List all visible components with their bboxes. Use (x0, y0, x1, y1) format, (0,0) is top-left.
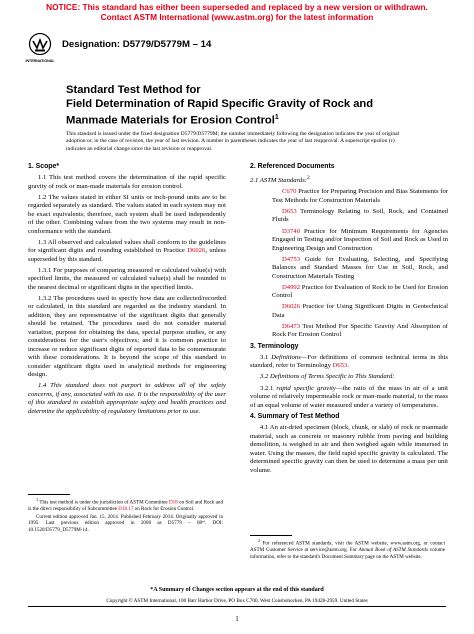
astm-logo (25, 32, 55, 74)
standard-note (66, 131, 416, 153)
designation: Designation: D5779/D5779M – 14 (62, 39, 212, 50)
terminology-3-1: 3.1 Definitions—For definitions of common technical terms in this standard, refer to Terminology D653. (250, 353, 448, 370)
reference-item (250, 188, 448, 205)
terminology-3-2: 3.2 Definitions of Terms Specific to This Standard: (260, 373, 395, 381)
address-rule (28, 606, 446, 607)
terminology-heading: 3. Terminology (250, 342, 299, 350)
title-line-2: Field Determination of Rapid Specific Gravity of Rock and (66, 97, 374, 110)
right-column (250, 163, 448, 478)
title-line-1: Standard Test Method for (66, 84, 201, 96)
reference-item (250, 228, 448, 254)
reference-list (250, 188, 448, 340)
reference-item (250, 303, 448, 320)
reference-item (250, 284, 448, 301)
referenced-documents-heading: 2. Referenced Documents (250, 163, 335, 170)
reference-code-link[interactable]: D4753 (282, 255, 301, 263)
summary-of-changes-note: *A Summary of Changes section appears at the end of this standard (150, 587, 324, 593)
footnote-rule-right (250, 535, 292, 536)
reference-code-link[interactable]: D6026 (282, 303, 301, 311)
reference-code-link[interactable]: D653 (282, 207, 297, 215)
link-d18[interactable]: D18 (168, 499, 178, 506)
footnote-edition: Current edition approved Jan. 15, 2014. Published February 2014. Originally approved in 1995. Last previous edition approved in 2008 as D5779 – 08ᵉ¹. DOI: 10.1520/D5779_D5779M-14. (28, 513, 223, 533)
summary-4-1: 4.1 An air-dried specimen (block, chunk, or slab) of rock or manmade material, such as concrete or masonry rubble from paving and building demolition, is weighed in air and then weighed again while immersed in water. Using the masses, the field rapid specific gravity is calculated. The determined specific gravity can then be used to determine a mass per unit volume. (250, 424, 448, 474)
reference-code-link[interactable]: D6473 (282, 322, 301, 330)
reference-title: Test Method For Specific Gravity And Absorption of Rock For Erosion Control (272, 322, 448, 339)
notice-line-2: Contact ASTM International (www.astm.org) for the latest information (100, 12, 374, 22)
reference-code-link[interactable]: C670 (282, 188, 297, 196)
reference-code-link[interactable]: D4992 (282, 283, 301, 291)
reference-item (250, 323, 448, 340)
footnote-1: $^1$ This test method is under the jurisdiction of ASTM Committee D18 on Soil and Rock and is the direct responsibility of Subcommittee D18.17 on Rock for Erosion Control. (28, 497, 223, 513)
scope-1-4-safety: 1.4 This standard does not purport to address all of the safety concerns, if any, associated with its use. It is the responsibility of the user of this standard to establish appropriate safety and health practices and determine the applicability of regulatory limitations prior to use. (28, 382, 226, 415)
left-column (28, 163, 226, 419)
scope-1-3-2: 1.3.2 The procedures used to specify how data are collected/recorded or calculated, in this standard are regarded as the industry standard. In addition, they are representative of the significant digits that generally should be retained. The procedures used do not consider material variation, purpose for obtaining the data, special purpose studies, or any considerations for the user's objectives; and it is common practice to increase or reduce significant digits of reported data to be commensurate with these considerations. It is beyond the scope of this standard to consider significant digits used in analytical methods for engineering design. (28, 294, 226, 379)
link-d6026[interactable]: D6026 (187, 247, 206, 255)
reference-code-link[interactable]: D3740 (282, 227, 301, 235)
notice-line-1: NOTICE: This standard has either been superseded and replaced by a new version or withdrawn. (46, 2, 428, 12)
scope-1-1: 1.1 This test method covers the determination of the rapid specific gravity of rock or man-made materials for erosion control. (28, 174, 226, 190)
astm-standards-subhead: 2.1 ASTM Standards:$^2$ (250, 175, 310, 185)
page-number: 1 (235, 615, 239, 623)
link-d18-17[interactable]: D18.17 (118, 506, 134, 513)
summary-heading: 4. Summary of Test Method (250, 413, 340, 421)
logo-text: INTERNATIONAL (25, 59, 55, 63)
title-footnote-mark: 1 (274, 114, 279, 121)
standard-note-text: This standard is issued under the fixed designation D5779/D5779M; the number immediately following the designation indicates the year of original adoption or, in the case of revision, the year of last revision. A number in parentheses indicates the year of last reapproval. A superscript epsilon (ε) indicates an editorial change since the last revision or reapproval. (66, 131, 400, 152)
link-d653[interactable]: D653 (332, 362, 348, 370)
footnotes-left (28, 497, 223, 534)
terminology-3-2-1: 3.2.1 rapid specific gravity—the ratio of the mass in air of a unit volume of relatively impermeable rock or man-made material, to the mass of an equal volume of water measured under a variety of temperatures. (250, 384, 448, 409)
reference-title: Practice for Evaluation of Rock to be Used for Erosion Control (272, 283, 448, 300)
reference-title: Guide for Evaluating, Selecting, and Specifying Balances and Standard Masses for Use in Soil, Rock, and Construction Materials Testing (272, 255, 448, 280)
reference-title: Practice for Minimum Requirements for Agencies Engaged in Testing and/or Inspection of Soil and Rock as Used in Engineering Design and Construction (272, 227, 448, 252)
reference-title: Terminology Relating to Soil, Rock, and Contained Fluids (272, 207, 448, 224)
title-line-3: Manmade Materials for Erosion Control$^1$ (66, 114, 279, 127)
document-title (66, 84, 416, 128)
scope-1-3: 1.3 All observed and calculated values shall conform to the guidelines for significant digits and rounding established in Practice D6026, unless superseded by this standard. (28, 238, 226, 263)
footnotes-right (250, 538, 445, 561)
reference-title: Practice for Preparing Precision and Bias Statements for Test Methods for Construction Materials (272, 188, 448, 204)
copyright-address: Copyright © ASTM International, 100 Barr Harbor Drive, PO Box C700, West Conshohocken, PA 19428-2959. United States (106, 598, 368, 604)
scope-1-2: 1.2 The values stated in either SI units or inch-pound units are to be regarded separately as standard. The values stated in each system may not be exact equivalents; therefore, each system shall be used independently of the other. Combining values from the two systems may result in non-conformance with the standard. (28, 193, 226, 235)
footnote-rule-left (28, 494, 70, 495)
reference-title: Practice for Using Significant Digits in Geotechnical Data (272, 303, 448, 319)
reference-item (250, 208, 448, 225)
scope-1-3-1: 1.3.1 For purposes of comparing measured or calculated value(s) with specified limits, the measured or calculated value(s) shall be rounded to the nearest decimal or significant digits in the specified limits. (28, 266, 226, 291)
scope-heading: 1. Scope* (28, 163, 60, 170)
footnote-2: $^2$ For referenced ASTM standards, visit the ASTM website, www.astm.org, or contact ASTM Customer Service at service@astm.org. For Annual Book of ASTM Standards volume information, refer to the standard's Document Summary page on the ASTM website. (250, 538, 445, 560)
reference-item (250, 256, 448, 282)
notice-banner (0, 2, 474, 22)
